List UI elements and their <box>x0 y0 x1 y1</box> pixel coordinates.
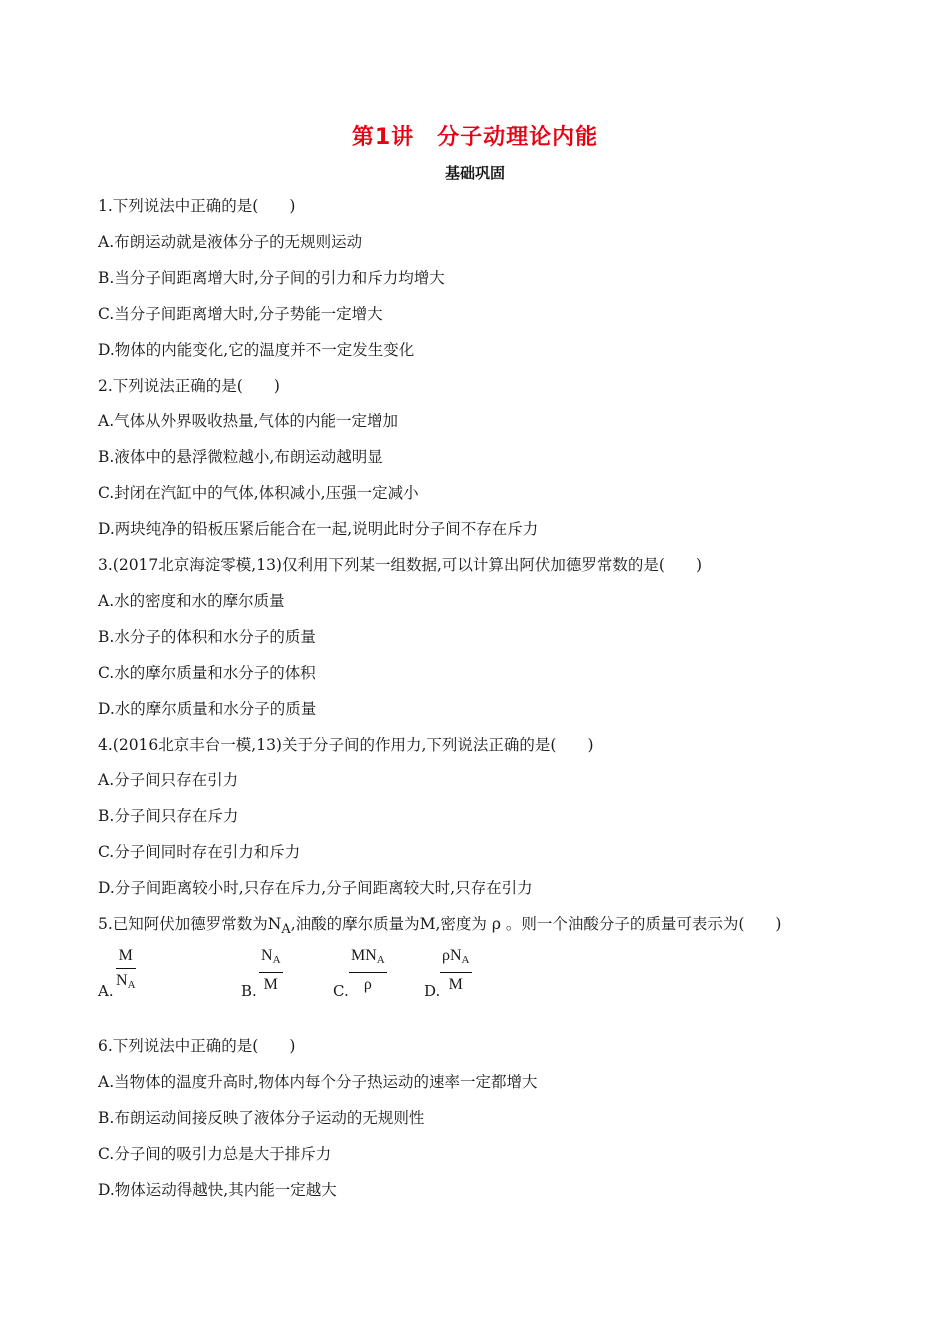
denominator: M <box>448 976 463 993</box>
denominator: ρ <box>363 976 372 993</box>
answer-option: C.分子间的吸引力总是大于排斥力 <box>98 1144 332 1163</box>
answer-option: C.当分子间距离增大时,分子势能一定增大 <box>98 304 383 323</box>
answer-option: B.当分子间距离增大时,分子间的引力和斥力均增大 <box>98 268 445 287</box>
answer-option: C.分子间同时存在引力和斥力 <box>98 843 301 862</box>
question-stem: 2.下列说法正确的是( ) <box>98 376 280 395</box>
fraction <box>440 946 472 995</box>
answer-option: B.水分子的体积和水分子的质量 <box>98 627 316 646</box>
answer-option: D.两块纯净的铅板压紧后能合在一起,说明此时分子间不存在斥力 <box>98 520 539 539</box>
question-stem: 1.下列说法中正确的是( ) <box>98 197 296 215</box>
answer-option: A.气体从外界吸收热量,气体的内能一定增加 <box>98 412 399 431</box>
answer-option: A.当物体的温度升高时,物体内每个分子热运动的速率一定都增大 <box>98 1072 538 1091</box>
question-stem: 5.已知阿伏加德罗常数为$N_A$,油酸的摩尔质量为M,密度为 ρ 。则一个油酸分子的质量可表示为( ) <box>98 915 782 938</box>
numerator: $N_A$ <box>259 946 283 973</box>
answer-option: A.布朗运动就是液体分子的无规则运动 <box>98 232 363 251</box>
q5-options <box>98 946 858 1006</box>
option-label: A. <box>98 982 114 1000</box>
numerator: $MN_A$ <box>349 946 387 973</box>
q5-option-b <box>241 946 331 1006</box>
answer-option: D.水的摩尔质量和水分子的质量 <box>98 699 317 718</box>
numerator: $\rho N_A$ <box>440 946 472 973</box>
q5-option-c <box>333 946 423 1006</box>
answer-option: D.分子间距离较小时,只存在斥力,分子间距离较大时,只存在引力 <box>98 879 533 898</box>
answer-option: A.水的密度和水的摩尔质量 <box>98 591 285 610</box>
section-heading: 基础巩固 <box>444 164 505 182</box>
page-title: 第1讲 分子动理论内能 <box>351 125 599 150</box>
question-stem: 6.下列说法中正确的是( ) <box>98 1037 296 1055</box>
q5-option-a <box>98 946 228 1006</box>
option-label: B. <box>241 982 257 1000</box>
denominator: M <box>263 976 278 993</box>
option-label: C. <box>333 982 349 1000</box>
answer-option: B.分子间只存在斥力 <box>98 807 239 826</box>
fraction <box>116 946 136 995</box>
answer-option: C.封闭在汽缸中的气体,体积减小,压强一定减小 <box>98 484 419 503</box>
fraction <box>259 946 283 995</box>
answer-option: D.物体运动得越快,其内能一定越大 <box>98 1180 337 1199</box>
answer-option: B.液体中的悬浮微粒越小,布朗运动越明显 <box>98 448 383 467</box>
answer-option: A.分子间只存在引力 <box>98 771 239 790</box>
question-stem: 3.(2017北京海淀零模,13)仅利用下列某一组数据,可以计算出阿伏加德罗常数的是( ) <box>98 556 703 574</box>
answer-option: D.物体的内能变化,它的温度并不一定发生变化 <box>98 340 415 359</box>
answer-option: B.布朗运动间接反映了液体分子运动的无规则性 <box>98 1108 425 1127</box>
question-stem: 4.(2016北京丰台一模,13)关于分子间的作用力,下列说法正确的是( ) <box>98 735 594 754</box>
option-label: D. <box>424 982 441 1000</box>
denominator: $N_A$ <box>116 972 136 991</box>
q5-option-d <box>424 946 514 1006</box>
answer-option: C.水的摩尔质量和水分子的体积 <box>98 663 316 682</box>
fraction <box>349 946 387 995</box>
numerator: M <box>116 946 136 969</box>
